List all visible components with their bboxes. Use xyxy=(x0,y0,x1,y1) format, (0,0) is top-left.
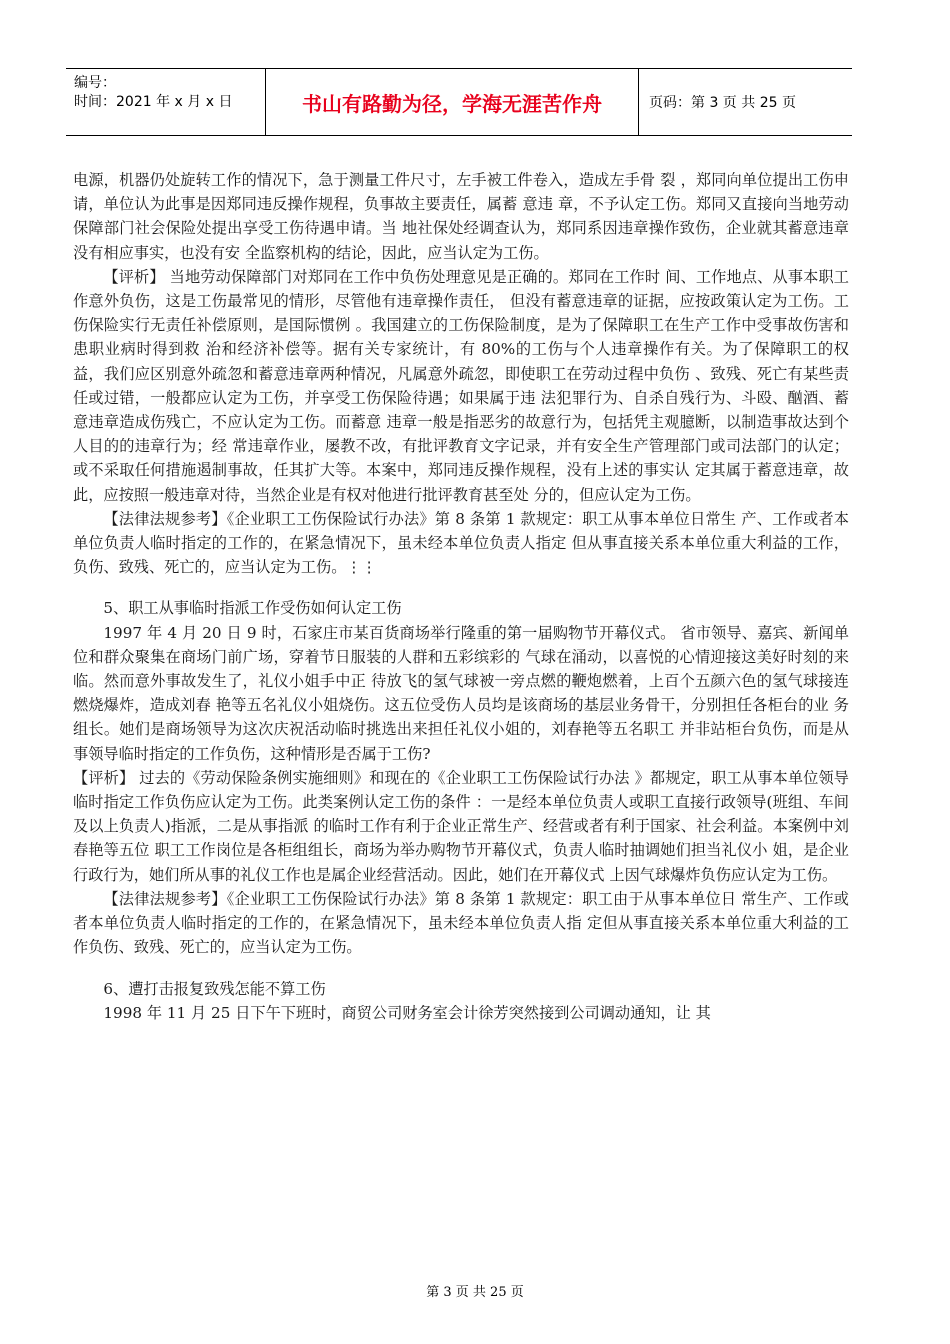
header-info xyxy=(66,69,266,135)
document-number: 编号： xyxy=(74,75,116,91)
paragraph-law-reference-4: 【法律法规参考】《企业职工工伤保险试行办法》第 8 条第 1 款规定：职工从事本单位日常生 产、工作或者本单位负责人临时指定的工作的，在紧急情况下，虽未经本单位负责人指定 但从事直接关系本单位重大利益的工作，负伤、致残、死亡的，应当认定为工伤。⋮⋮ xyxy=(73,509,849,577)
paragraph-case-4-continued: 电源，机器仍处旋转工作的情况下，急于测量工件尺寸，左手被工件卷入，造成左手骨 裂 ，郑同向单位提出工伤申请，单位认为此事是因郑同违反操作规程，负事故主要责任，属蓄 意违 章，不予认定工伤。郑同又直接向当地劳动保障部门社会保险处提出享受工伤待遇申请。当 地社保处经调查认为，郑同系因违章操作致伤，企业就其蓄意违章没有相应事实，也没有安 全监察机构的结论，因此，应当认定为工伤。 xyxy=(73,171,849,262)
header-motto: 书山有路勤为径，学海无涯苦作舟 xyxy=(266,69,639,135)
document-body xyxy=(73,168,849,1025)
paragraph-analysis-4: 【评析】 当地劳动保障部门对郑同在工作中负伤处理意见是正确的。郑同在工作时 间、工作地点、从事本职工作意外负伤，这是工伤最常见的情形，尽管他有违章操作责任， 但没有蓄意违章的证据，应按政策认定为工伤。工伤保险实行无责任补偿原则，是国际惯例 。我国建立的工伤保险制度，是为了保障职工在生产工作中受事故伤害和患职业病时得到救 治和经济补偿等。据有关专家统计，有 80%的工伤与个人违章操作有关。为了保障职工的权 益，我们应区别意外疏忽和蓄意违章两种情况，凡属意外疏忽，即使职工在劳动过程中负伤 、致残、死亡有某些责任或过错，一般都应认定为工伤，并享受工伤保险待遇；如果属于违 法犯罪行为、自杀自残行为、斗殴、酗酒、蓄意违章造成伤残亡，不应认定为工伤。而蓄意 违章一般是指恶劣的故意行为，包括凭主观臆断，以制造事故达到个人目的的违章行为；经 常违章作业，屡教不改，有批评教育文字记录，并有安全生产管理部门或司法部门的认定； 或不采取任何措施遏制事故，任其扩大等。本案中，郑同违反操作规程，没有上述的事实认 定其属于蓄意违章，故此，应按照一般违章对待，当然企业是有权对他进行批评教育甚至处 分的，但应认定为工伤。 xyxy=(73,267,849,504)
header-page-number: 页码：第 3 页 共 25 页 xyxy=(649,95,796,111)
section-heading-6: 6、遭打击报复致残怎能不算工伤 xyxy=(103,979,326,998)
page-footer: 第 3 页 共 25 页 xyxy=(426,1285,524,1300)
document-date: 时间：2021 年 x 月 x 日 xyxy=(74,94,233,110)
paragraph-analysis-5: 【评析】 过去的《劳动保险条例实施细则》和现在的《企业职工工伤保险试行办法 》都规定，职工从事本单位领导临时指定工作负伤应认定为工伤。此类案例认定工伤的条件 ：一是经本单位负责人或职工直接行政领导(班组、车间及以上负责人)指派，二是从事指派 的临时工作有利于企业正常生产、经营或者有利于国家、社会利益。本案例中刘春艳等五位 职工工作岗位是各柜组组长，商场为举办购物节开幕仪式，负责人临时抽调她们担当礼仪小 姐，是企业行政行为，她们所从事的礼仪工作也是属企业经营活动。因此，她们在开幕仪式 上因气球爆炸负伤应认定为工伤。 xyxy=(73,768,849,884)
page-header xyxy=(66,68,852,136)
section-heading-5: 5、职工从事临时指派工作受伤如何认定工伤 xyxy=(103,599,402,618)
paragraph-law-reference-5: 【法律法规参考】《企业职工工伤保险试行办法》第 8 条第 1 款规定：职工由于从事本单位日 常生产、工作或者本单位负责人临时指定的工作的，在紧急情况下，虽未经本单位负责人指 定但从事直接关系本单位重大利益的工作负伤、致残、死亡的，应当认定为工伤。 xyxy=(73,889,849,957)
paragraph-case-5: 1997 年 4 月 20 日 9 时，石家庄市某百货商场举行隆重的第一届购物节开幕仪式。 省市领导、嘉宾、新闻单位和群众聚集在商场门前广场，穿着节日服装的人群和五彩缤彩的 气球在涌动，以喜悦的心情迎接这美好时刻的来临。然而意外事故发生了，礼仪小姐手中正 待放飞的氢气球被一旁点燃的鞭炮燃着，上百个五颜六色的氢气球接连燃烧爆炸，造成刘春 艳等五名礼仪小姐烧伤。这五位受伤人员均是该商场的基层业务骨干，分别担任各柜台的业 务组长。她们是商场领导为这次庆祝活动临时挑选出来担任礼仪小姐的，刘春艳等五名职工 并非站柜台负伤，而是从事领导临时指定的工作负伤，这种情形是否属于工伤? xyxy=(73,623,849,763)
paragraph-case-6: 1998 年 11 月 25 日下午下班时，商贸公司财务室会计徐芳突然接到公司调动通知，让 其 xyxy=(103,1003,711,1022)
